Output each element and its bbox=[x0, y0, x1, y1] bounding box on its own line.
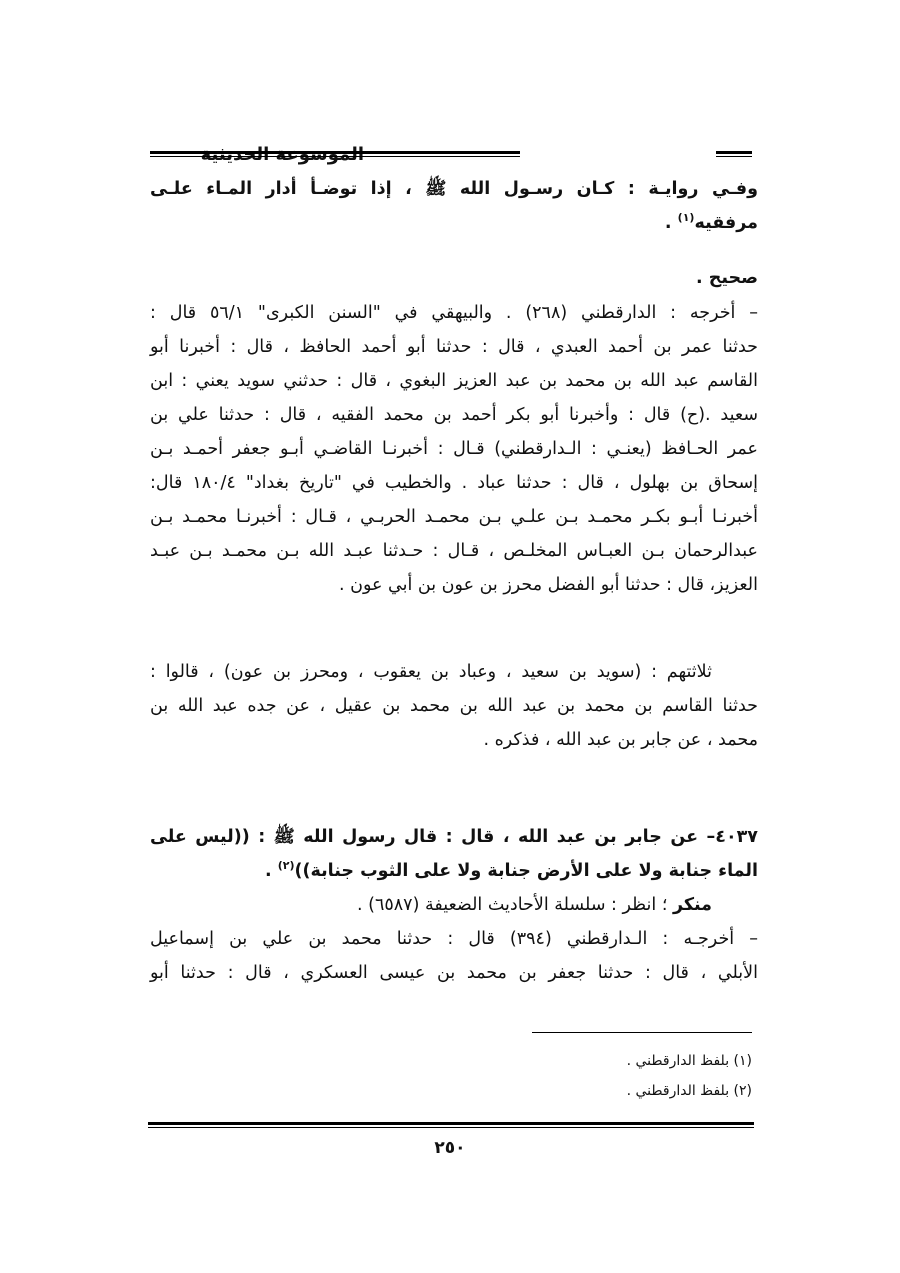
chain-line: محمد ، عن جابر بن عبد الله ، فذكره . bbox=[483, 730, 758, 750]
footnote-separator bbox=[532, 1032, 752, 1033]
takhrij-line: عمر الحـافظ (يعنـي : الـدارقطني) قـال : أخبرنـا القاضـي أبـو جعفر أحمـد بـن bbox=[150, 439, 758, 459]
hadith-line-2-end: . bbox=[264, 861, 278, 881]
chain-line: ثلاثتهم : (سويد بن سعيد ، وعباد بن يعقوب ، ومحرز بن عون) ، قالوا : bbox=[150, 662, 712, 682]
takhrij-line: سعيد .(ح) قال : وأخبرنا أبو بكر أحمد بن محمد الفقيه ، قال : حدثنا علي بن bbox=[150, 405, 758, 425]
header-rule-left bbox=[150, 151, 520, 157]
hadith-line-2 bbox=[150, 854, 758, 888]
footnote-ref-1: (١) bbox=[677, 211, 695, 225]
book-title: الموسوعة الحديثية bbox=[200, 144, 364, 165]
takhrij-line: – أخرجـه : الـدارقطني (٣٩٤) قال : حدثنا محمد بن علي بن إسماعيل bbox=[150, 929, 758, 949]
takhrij-line: عبدالرحمان بـن العبـاس المخلـص ، قـال : حـدثنا عبـد الله بـن محمـد بـن عبـد bbox=[150, 541, 758, 561]
takhrij-line: العزيز، قال : حدثنا أبو الفضل محرز بن عون بن أبي عون . bbox=[339, 575, 758, 595]
takhrij-line: القاسم عبد الله بن محمد بن عبد العزيز البغوي ، قال : حدثني سويد يعني : ابن bbox=[150, 371, 758, 391]
page-header bbox=[150, 143, 752, 167]
narration-line-2-end: . bbox=[664, 213, 678, 233]
footnote-2: (٢) بلفظ الدارقطني . bbox=[626, 1083, 752, 1099]
footer-rule bbox=[148, 1122, 754, 1128]
chain-section-1 bbox=[150, 655, 758, 757]
takhrij-line: أخبرنـا أبـو بكـر محمـد بـن علـي بـن محمـد الحربـي ، قـال : أخبرنـا محمـد بـن bbox=[150, 507, 758, 527]
grade-reference: ؛ انظر : سلسلة الأحاديث الضعيفة (٦٥٨٧) . bbox=[357, 895, 673, 915]
narration-variant bbox=[150, 172, 758, 240]
grade-munkar: منكر bbox=[672, 895, 712, 915]
takhrij-section-1 bbox=[150, 296, 758, 602]
takhrij-line: إسحاق بن بهلول ، قال : حدثنا عباد . والخطيب في "تاريخ بغداد" ١٨٠/٤ قال: bbox=[150, 473, 758, 493]
footnote-1: (١) بلفظ الدارقطني . bbox=[626, 1053, 752, 1069]
hadith-grade bbox=[150, 888, 758, 922]
header-rule-right bbox=[716, 151, 752, 157]
narration-line-2-text: مرفقيه bbox=[694, 213, 758, 233]
footnote-ref-2: (٢) bbox=[277, 859, 295, 873]
takhrij-line: حدثنا عمر بن أحمد العبدي ، قال : حدثنا أبو أحمد الحافظ ، قال : أخبرنا أبو bbox=[150, 337, 758, 357]
narration-line-2 bbox=[150, 206, 758, 240]
takhrij-line: – أخرجه : الدارقطني (٢٦٨) . والبيهقي في "السنن الكبرى" ٥٦/١ قال : bbox=[150, 303, 758, 323]
narration-line-1: وفـي روايـة : كـان رسـول الله ﷺ ، إذا توضـأ أدار المـاء علـى bbox=[150, 179, 758, 199]
chain-line: حدثنا القاسم بن محمد بن عبد الله بن محمد بن عقيل ، عن جده عبد الله بن bbox=[150, 696, 758, 716]
grade-sahih: صحيح . bbox=[695, 268, 758, 288]
footnotes bbox=[400, 1046, 752, 1106]
hadith-line-1: ٤٠٣٧– عن جابر بن عبد الله ، قال : قال رسول الله ﷺ : ((ليس على bbox=[150, 827, 758, 847]
hadith-4037 bbox=[150, 820, 758, 990]
takhrij-line: الأبلي ، قال : حدثنا جعفر بن محمد بن عيسى العسكري ، قال : حدثنا أبو bbox=[150, 963, 758, 983]
hadith-line-2-text: الماء جنابة ولا على الأرض جنابة ولا على الثوب جنابة)) bbox=[294, 861, 758, 881]
page-number: ٢٥٠ bbox=[434, 1138, 466, 1158]
